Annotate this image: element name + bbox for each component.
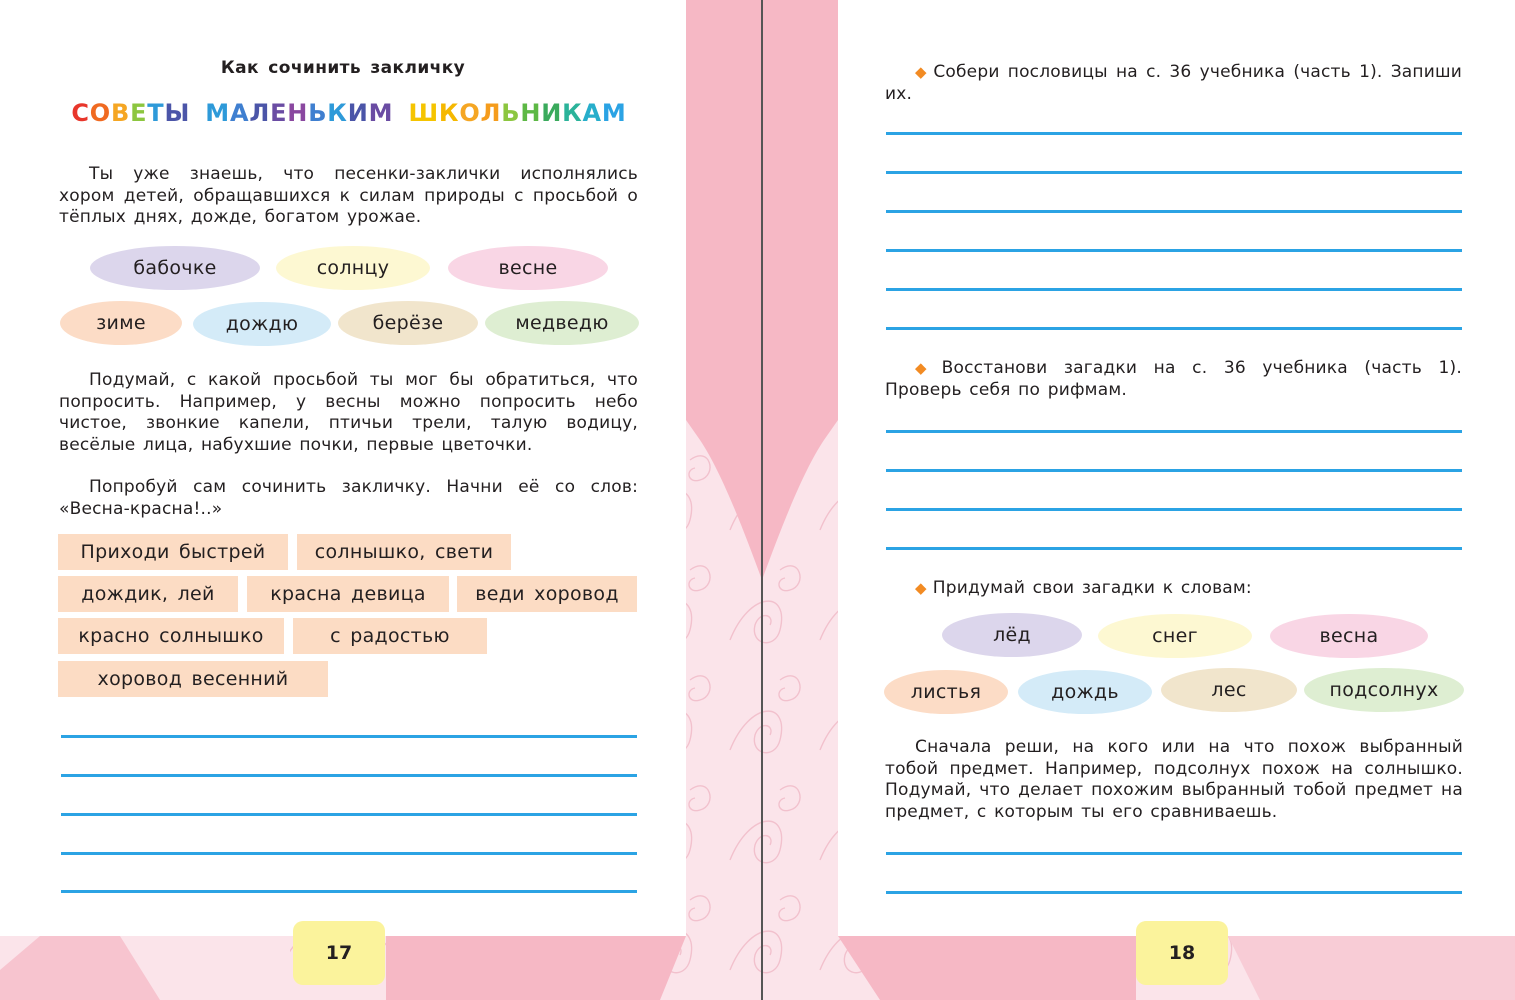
word-oval-5: дождь (1018, 670, 1152, 714)
writing-line (61, 774, 637, 777)
orange-diamond-bullet-icon: ◆ (915, 579, 927, 597)
writing-line (886, 132, 1462, 135)
page-number-left: 17 (293, 921, 385, 985)
phrase-tag-8: хоровод весенний (58, 661, 328, 697)
subtitle-colorful (0, 99, 698, 127)
subtitle-word: СОВЕТЫ (71, 99, 191, 127)
phrase-tag-7: с радостью (293, 618, 487, 654)
phrase-tag-2: солнышко, свети (297, 534, 511, 570)
word-oval-7: медведю (485, 301, 639, 345)
word-oval-7: подсолнух (1304, 668, 1464, 712)
writing-line (886, 288, 1462, 291)
hint-paragraph: Сначала реши, на кого или на что похож выбранный тобой предмет. Например, подсолнух похож на солнышко. Подумай, что делает похожим выбранный тобой предмет на предмет, с которым ты его сравниваешь. (885, 737, 1463, 822)
orange-diamond-bullet-icon: ◆ (915, 359, 936, 377)
writing-line (61, 735, 637, 738)
word-oval-6: берёзе (338, 301, 478, 345)
writing-line (886, 547, 1462, 550)
word-oval-3: весна (1270, 614, 1428, 658)
writing-line (886, 171, 1462, 174)
phrase-tag-5: веди хоровод (457, 576, 637, 612)
writing-line (886, 430, 1462, 433)
page-title: Как сочинить закличку (220, 58, 466, 78)
word-oval-6: лес (1161, 668, 1297, 712)
right-page (838, 0, 1515, 936)
advice-paragraph: Подумай, с какой просьбой ты мог бы обратиться, что попросить. Например, у весны можно попросить небо чистое, звонкие капели, птичьи трели, талую водицу, весёлые лица, набухшие почки, первые цветочки. (59, 370, 638, 455)
writing-line (886, 508, 1462, 511)
left-page (0, 0, 686, 936)
writing-line (886, 891, 1462, 894)
word-oval-2: снег (1098, 614, 1252, 658)
task-1: ◆ Собери пословицы на с. 36 учебника (часть 1). Запиши их. (885, 62, 1462, 104)
writing-line (886, 852, 1462, 855)
writing-line (886, 210, 1462, 213)
phrase-tag-6: красно солнышко (58, 618, 284, 654)
phrase-tag-3: дождик, лей (58, 576, 238, 612)
word-oval-4: зиме (60, 301, 182, 345)
word-oval-3: весне (448, 246, 608, 290)
word-oval-2: солнцу (276, 246, 430, 290)
intro-paragraph: Ты уже знаешь, что песенки-заклички исполнялись хором детей, обращавшихся к силам природы с просьбой о тёплых днях, дожде, богатом урожае. (59, 164, 638, 227)
word-oval-1: бабочке (90, 246, 260, 290)
word-oval-5: дождю (193, 302, 331, 346)
phrase-tag-4: красна девица (247, 576, 449, 612)
task-3: ◆ Придумай свои загадки к словам: (915, 578, 1252, 598)
task-2: ◆ Восстанови загадки на с. 36 учебника (часть 1). Проверь себя по рифмам. (885, 358, 1462, 400)
writing-line (61, 813, 637, 816)
writing-line (886, 249, 1462, 252)
writing-line (886, 469, 1462, 472)
subtitle-word: ШКОЛЬНИКАМ (408, 99, 627, 127)
phrase-tag-1: Приходи быстрей (58, 534, 288, 570)
word-oval-1: лёд (942, 613, 1082, 657)
writing-line (61, 890, 637, 893)
word-oval-4: листья (884, 670, 1008, 714)
page-number-right: 18 (1136, 921, 1228, 985)
writing-line (61, 852, 637, 855)
writing-line (886, 327, 1462, 330)
task-paragraph: Попробуй сам сочинить закличку. Начни её со слов: «Весна-красна!..» (59, 477, 638, 519)
subtitle-word: МАЛЕНЬКИМ (205, 99, 394, 127)
orange-diamond-bullet-icon: ◆ (915, 63, 928, 81)
